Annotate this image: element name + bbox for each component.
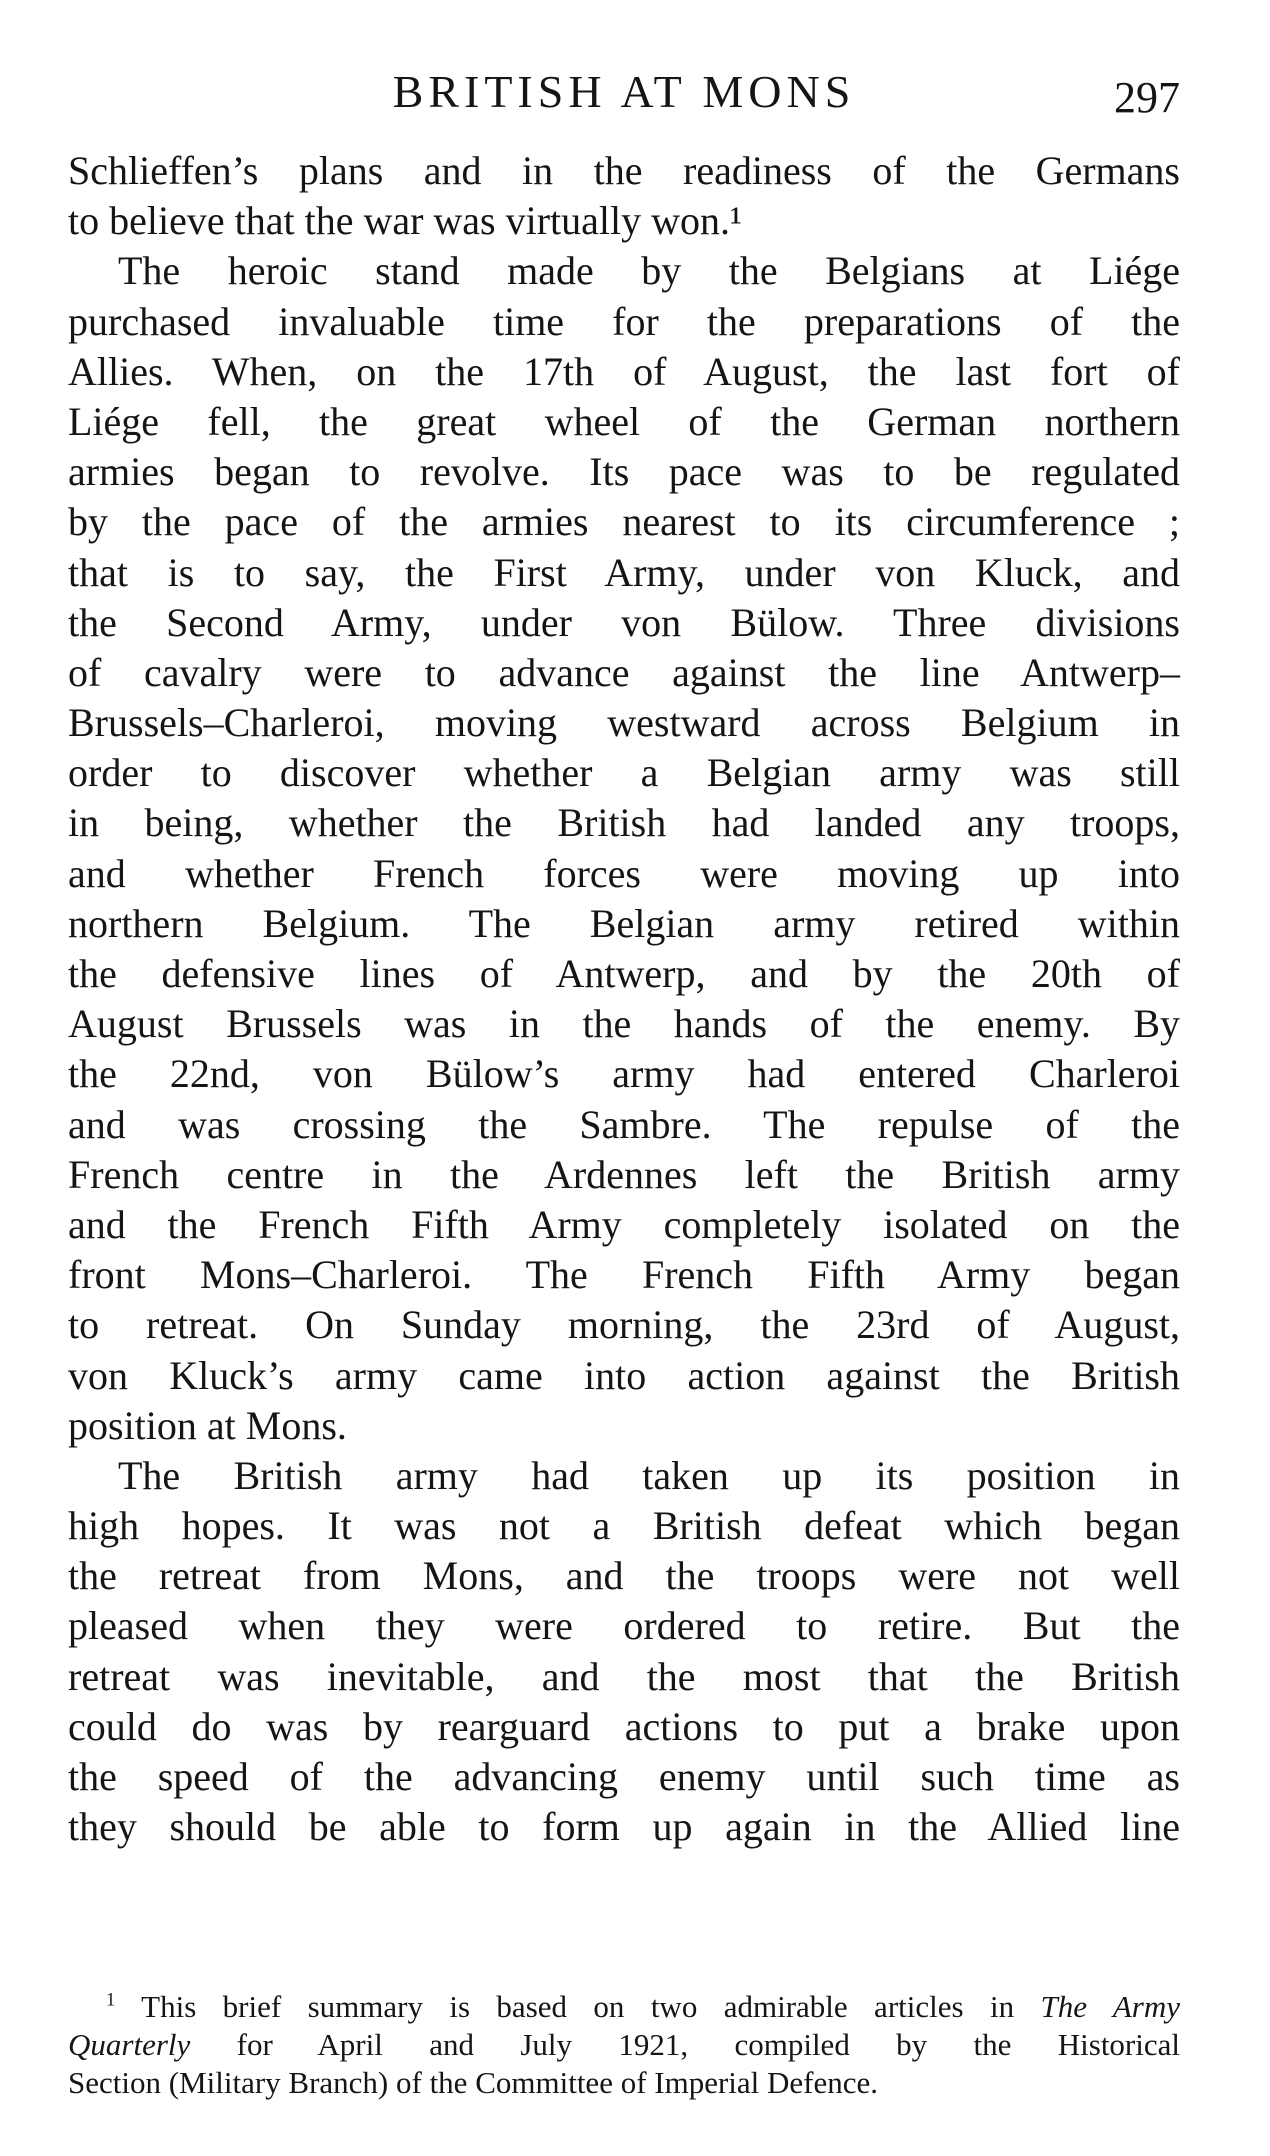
text-line: to retreat. On Sunday morning, the 23rd of August,	[68, 1302, 1180, 1348]
footnote-line: Section (Military Branch) of the Committee of Imperial Defence.	[68, 2065, 879, 2100]
text-line: the defensive lines of Antwerp, and by the 20th of	[68, 951, 1180, 996]
page-number: 297	[1114, 73, 1180, 122]
text-line: and was crossing the Sambre. The repulse of the	[68, 1101, 1180, 1147]
text-line: position at Mons.	[68, 1402, 347, 1448]
text-line: could do was by rearguard actions to put a brake upon	[68, 1703, 1180, 1749]
footnote	[68, 1988, 1180, 2102]
text-line: and whether French forces were moving up into	[68, 850, 1180, 896]
text-line: the retreat from Mons, and the troops were not well	[68, 1553, 1180, 1599]
footnote-text: for April and July 1921, compiled by the Historical	[236, 2027, 1181, 2062]
text-line: and the French Fifth Army completely isolated on the	[68, 1201, 1180, 1247]
text-line: the speed of the advancing enemy until such time as	[68, 1754, 1180, 1799]
text-line: to believe that the war was virtually won.¹	[68, 198, 743, 244]
text-line: the 22nd, von Bülow’s army had entered Charleroi	[68, 1051, 1180, 1097]
text-line: of cavalry were to advance against the line Antwerp–	[68, 649, 1180, 695]
text-line: the Second Army, under von Bülow. Three divisions	[68, 599, 1180, 645]
footnote-journal-title: Quarterly	[68, 2027, 191, 2062]
text-line: front Mons–Charleroi. The French Fifth Army began	[68, 1252, 1180, 1298]
text-line: The British army had taken up its position in	[118, 1452, 1180, 1498]
text-line: Liége fell, the great wheel of the German northern	[68, 398, 1180, 444]
footnote-line	[68, 2026, 1180, 2064]
footnote-text: This brief summary is based on two admirable articles in	[141, 1989, 1015, 2024]
text-line: northern Belgium. The Belgian army retired within	[68, 900, 1180, 946]
text-line: high hopes. It was not a British defeat which began	[68, 1503, 1180, 1549]
text-line: Allies. When, on the 17th of August, the last fort of	[68, 348, 1180, 394]
text-line: order to discover whether a Belgian army was still	[68, 750, 1180, 796]
footnote-journal-title: The Army	[1040, 1989, 1180, 2024]
text-line: purchased invaluable time for the preparations of the	[68, 298, 1180, 344]
footnote-line	[68, 1988, 1180, 2026]
footnote-marker: 1	[106, 1989, 116, 2011]
running-title: BRITISH AT MONS	[392, 66, 856, 117]
body-text	[68, 146, 1180, 1852]
text-line: Schlieffen’s plans and in the readiness of the Germans	[68, 148, 1180, 193]
text-line: The heroic stand made by the Belgians at Liége	[118, 248, 1180, 294]
text-line: August Brussels was in the hands of the enemy. By	[68, 1001, 1180, 1047]
text-line: von Kluck’s army came into action against the British	[68, 1352, 1180, 1398]
text-line: by the pace of the armies nearest to its circumference ;	[68, 499, 1180, 545]
text-line: pleased when they were ordered to retire. But the	[68, 1603, 1180, 1649]
text-line: retreat was inevitable, and the most that the British	[68, 1653, 1180, 1699]
text-line: in being, whether the British had landed any troops,	[68, 800, 1180, 846]
text-line: Brussels–Charleroi, moving westward across Belgium in	[68, 700, 1180, 746]
text-line: armies began to revolve. Its pace was to be regulated	[68, 449, 1180, 495]
running-head	[68, 62, 1180, 122]
text-line: they should be able to form up again in the Allied line	[68, 1804, 1180, 1850]
text-line: French centre in the Ardennes left the British army	[68, 1151, 1180, 1197]
text-line: that is to say, the First Army, under von Kluck, and	[68, 549, 1180, 595]
